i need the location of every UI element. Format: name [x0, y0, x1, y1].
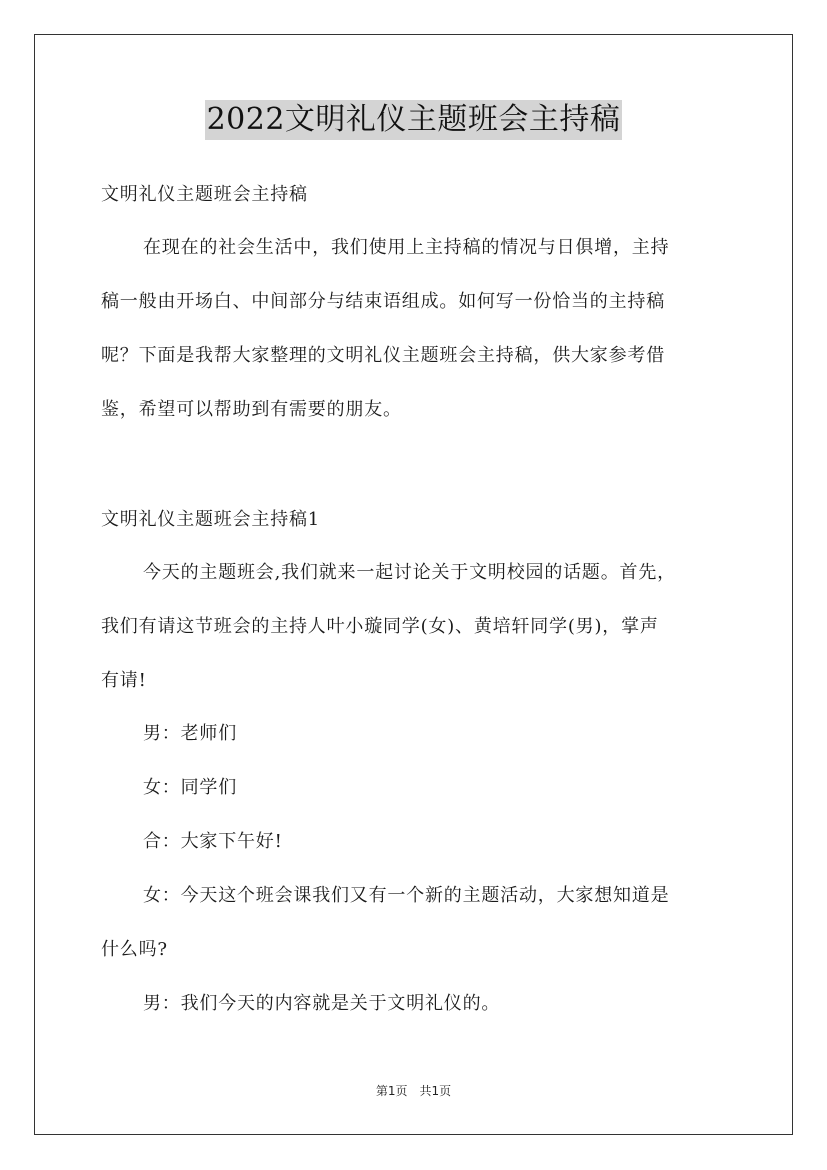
page-footer: 第1页 共1页: [375, 1084, 452, 1098]
paragraph-line: 在现在的社会生活中，我们使用上主持稿的情况与日俱增，主持: [143, 237, 670, 258]
paragraph-line: 有请!: [101, 670, 147, 691]
dialogue-line: 女：今天这个班会课我们又有一个新的主题活动，大家想知道是: [143, 885, 670, 906]
dialogue-line: 合：大家下午好!: [143, 831, 283, 852]
document-title: 2022文明礼仪主题班会主持稿: [205, 100, 623, 140]
dialogue-line: 什么吗?: [101, 939, 168, 960]
paragraph-line: 我们有请这节班会的主持人叶小璇同学(女)、黄培轩同学(男)，掌声: [101, 616, 659, 637]
paragraph-line: 稿一般由开场白、中间部分与结束语组成。如何写一份恰当的主持稿: [101, 291, 665, 312]
paragraph-line: 呢？下面是我帮大家整理的文明礼仪主题班会主持稿，供大家参考借: [101, 345, 665, 366]
section-heading: 文明礼仪主题班会主持稿1: [101, 509, 321, 530]
dialogue-line: 男：我们今天的内容就是关于文明礼仪的。: [143, 993, 501, 1014]
title-container: [0, 100, 827, 140]
section-heading: 文明礼仪主题班会主持稿: [101, 184, 308, 205]
dialogue-line: 女：同学们: [143, 777, 237, 798]
dialogue-line: 男：老师们: [143, 723, 237, 744]
paragraph-line: 鉴，希望可以帮助到有需要的朋友。: [101, 399, 402, 420]
paragraph-line: 今天的主题班会,我们就来一起讨论关于文明校园的话题。首先，: [143, 562, 676, 583]
